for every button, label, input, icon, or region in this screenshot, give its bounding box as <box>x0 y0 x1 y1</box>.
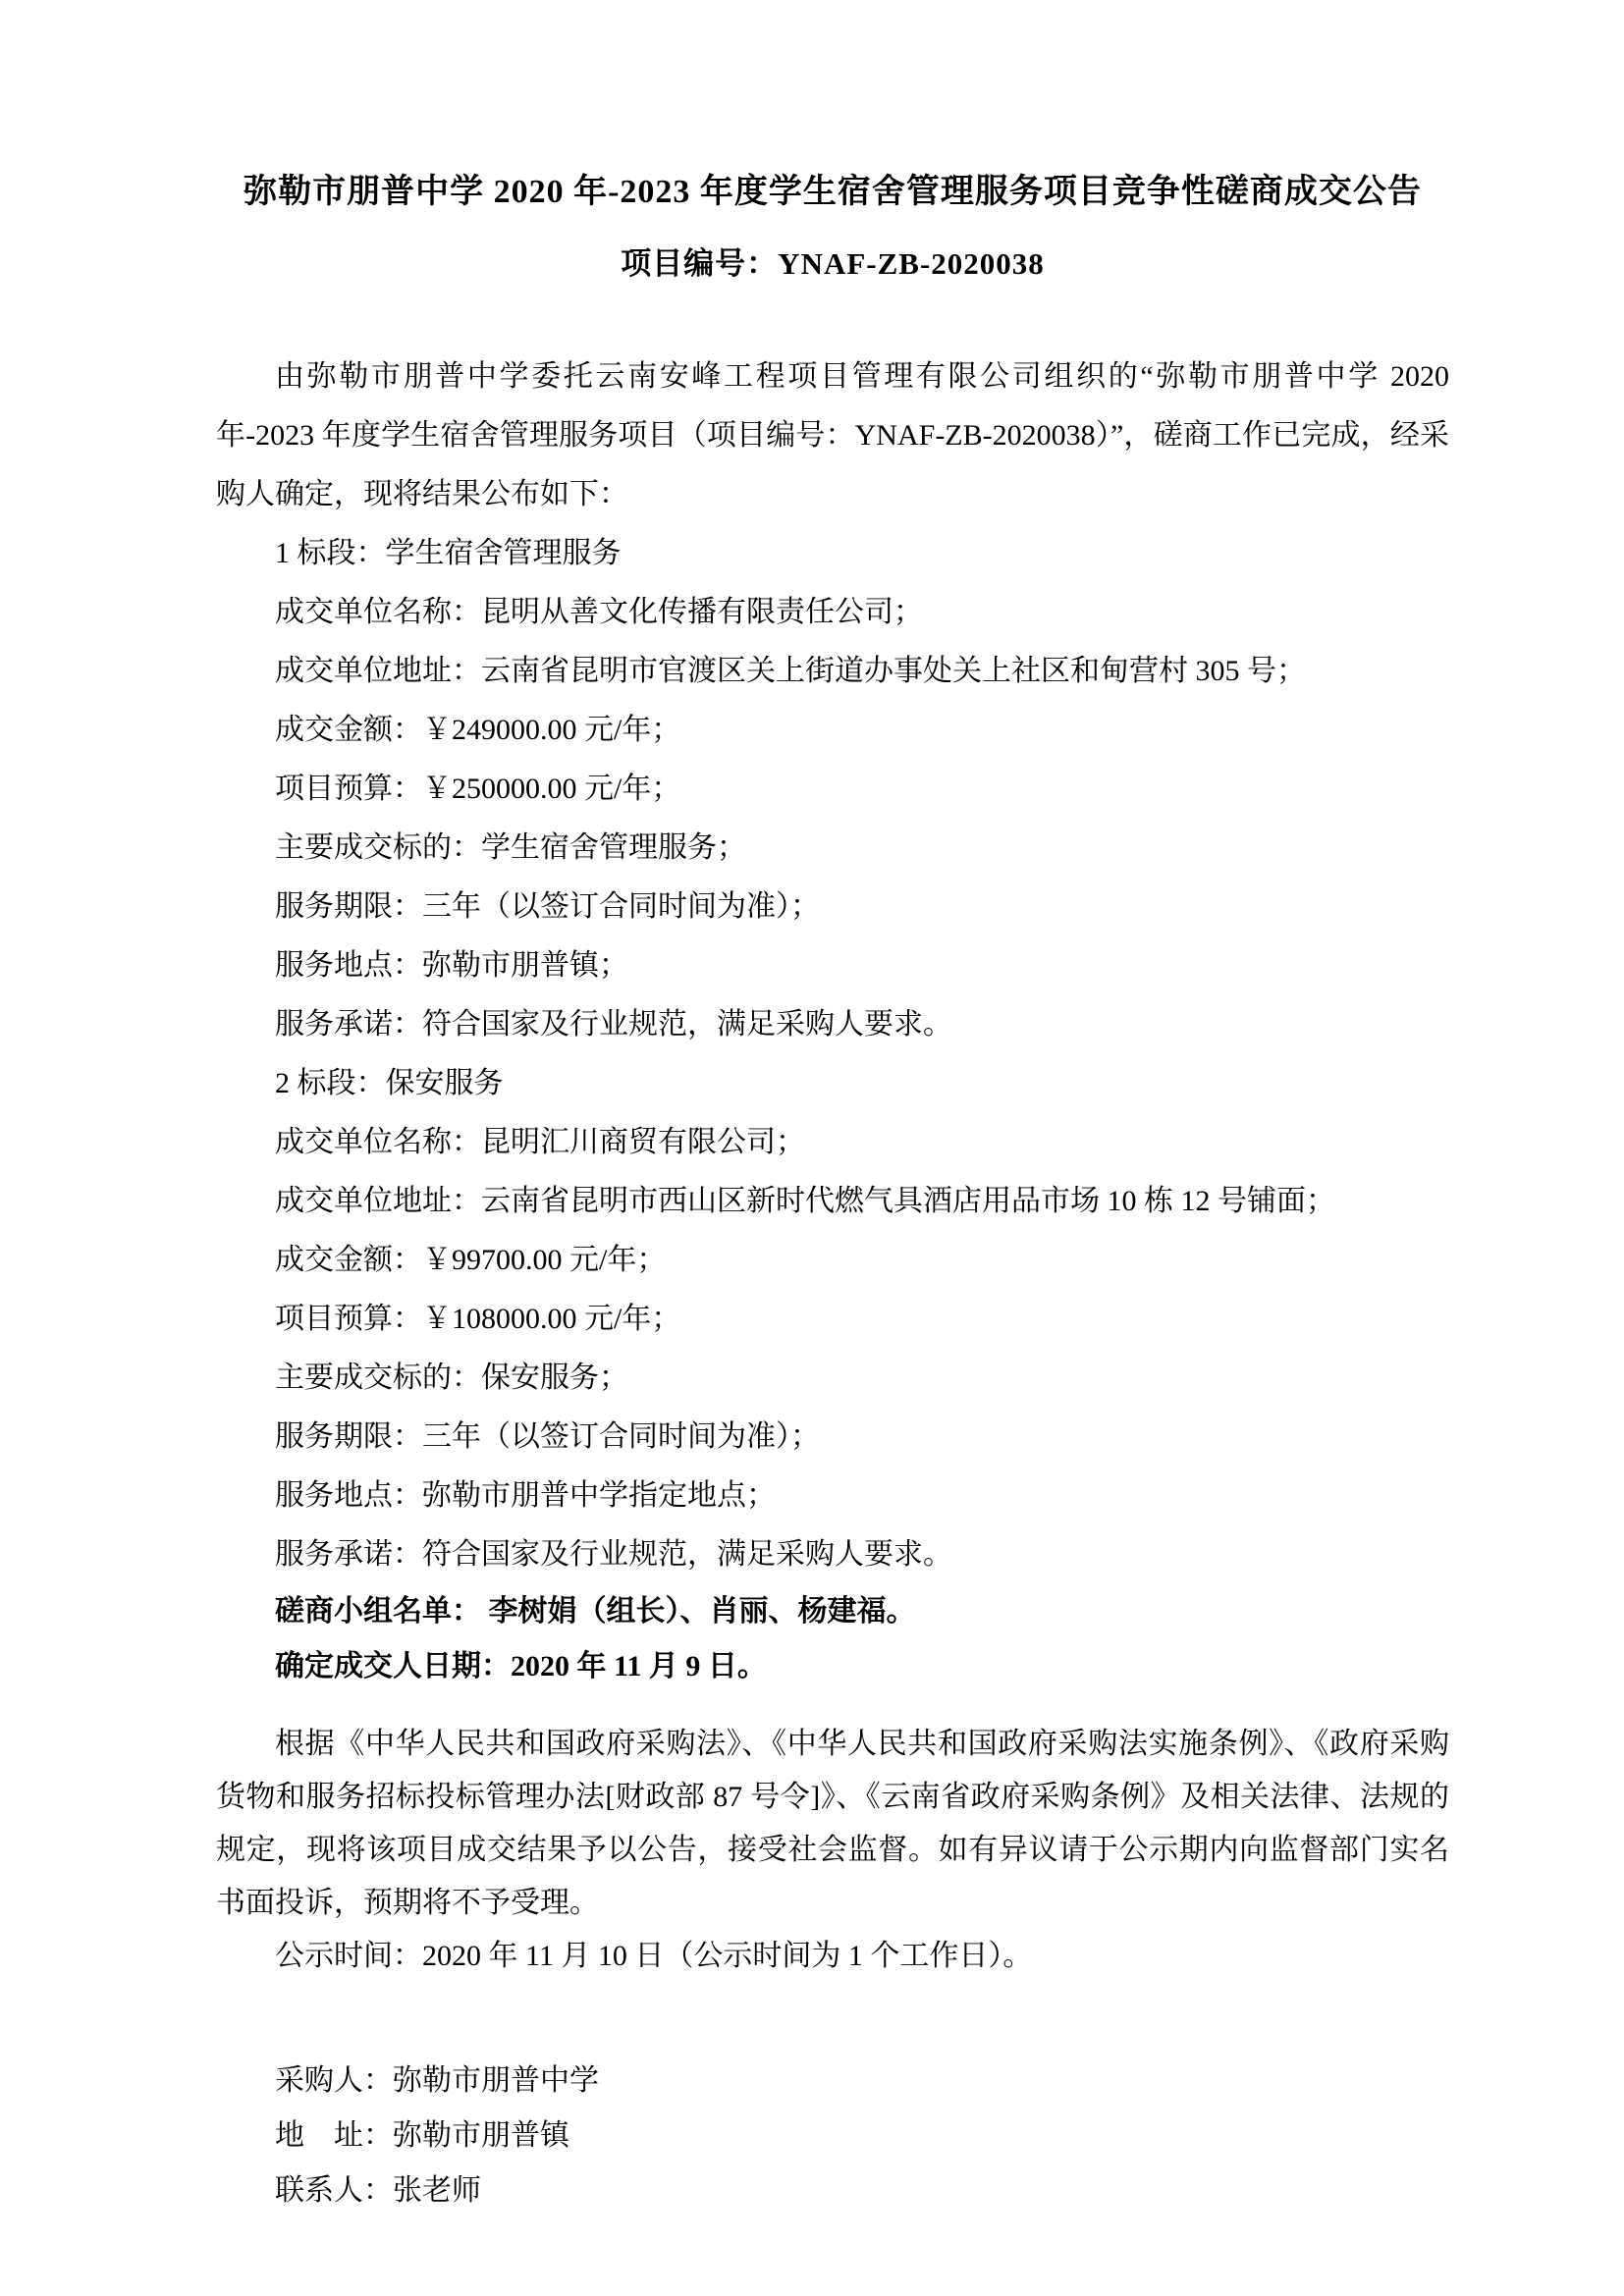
section2-service-term: 服务期限：三年（以签订合同时间为准）； <box>275 1419 820 1453</box>
section1-service-location: 服务地点：弥勒市朋普镇； <box>275 948 628 982</box>
section1-project-budget: 项目预算：￥250000.00 元/年； <box>275 772 681 805</box>
negotiation-panel-line: 磋商小组名单： 李树娟（组长）、肖丽、杨建福。 <box>275 1594 916 1628</box>
publicity-period-line: 公示时间：2020 年 11 月 10 日（公示时间为 1 个工作日）。 <box>275 1939 1033 1972</box>
intro-paragraph: 由弥勒市朋普中学委托云南安峰工程项目管理有限公司组织的“弥勒市朋普中学 2020 年-2023 年度学生宿舍管理服务项目（项目编号：YNAF-ZB-2020038）”，磋商工作已完成，经采购人确定，现将结果公布如下： <box>216 359 1449 510</box>
section2-award-amount: 成交金额：￥99700.00 元/年； <box>275 1243 667 1276</box>
section2-award-subject: 主要成交标的：保安服务； <box>275 1361 628 1394</box>
section1-winner-name: 成交单位名称：昆明从善文化传播有限责任公司； <box>275 595 923 628</box>
section2-project-budget: 项目预算：￥108000.00 元/年； <box>275 1302 681 1335</box>
section2-winner-name: 成交单位名称：昆明汇川商贸有限公司； <box>275 1125 805 1158</box>
doc-project-number: 项目编号：YNAF-ZB-2020038 <box>621 245 1045 281</box>
section2-service-location: 服务地点：弥勒市朋普中学指定地点； <box>275 1478 776 1512</box>
section2-heading: 2 标段：保安服务 <box>275 1066 504 1099</box>
award-date-line: 确定成交人日期：2020 年 11 月 9 日。 <box>275 1649 767 1682</box>
section2-service-promise: 服务承诺：符合国家及行业规范，满足采购人要求。 <box>275 1537 952 1571</box>
contact-person-line: 联系人：张老师 <box>275 2173 481 2207</box>
section1-service-term: 服务期限：三年（以签订合同时间为准）； <box>275 889 820 923</box>
contact-block <box>216 2054 1449 2218</box>
doc-title: 弥勒市朋普中学 2020 年-2023 年度学生宿舍管理服务项目竞争性磋商成交公告 <box>244 174 1422 210</box>
section2-winner-address: 成交单位地址：云南省昆明市西山区新时代燃气具酒店用品市场 10 栋 12 号铺面； <box>275 1184 1335 1217</box>
section1-award-amount: 成交金额：￥249000.00 元/年； <box>275 713 681 746</box>
section1-winner-address: 成交单位地址：云南省昆明市官渡区关上街道办事处关上社区和甸营村 305 号； <box>275 654 1306 687</box>
section1-heading: 1 标段：学生宿舍管理服务 <box>275 536 622 569</box>
buyer-line: 采购人：弥勒市朋普中学 <box>275 2063 599 2097</box>
section1-service-promise: 服务承诺：符合国家及行业规范，满足采购人要求。 <box>275 1007 952 1041</box>
legal-paragraph: 根据《中华人民共和国政府采购法》、《中华人民共和国政府采购法实施条例》、《政府采购货物和服务招标投标管理办法[财政部 87 号令]》、《云南省政府采购条例》及相关法律、法规的规定，现将该项目成交结果予以公告，接受社会监督。如有异议请于公示期内向监督部门实名书面投诉，预期将不予受理。 <box>216 1727 1449 1919</box>
section1-award-subject: 主要成交标的：学生宿舍管理服务； <box>275 830 746 864</box>
doc-body <box>216 347 1449 2218</box>
buyer-address-line: 地 址：弥勒市朋普镇 <box>275 2118 569 2152</box>
